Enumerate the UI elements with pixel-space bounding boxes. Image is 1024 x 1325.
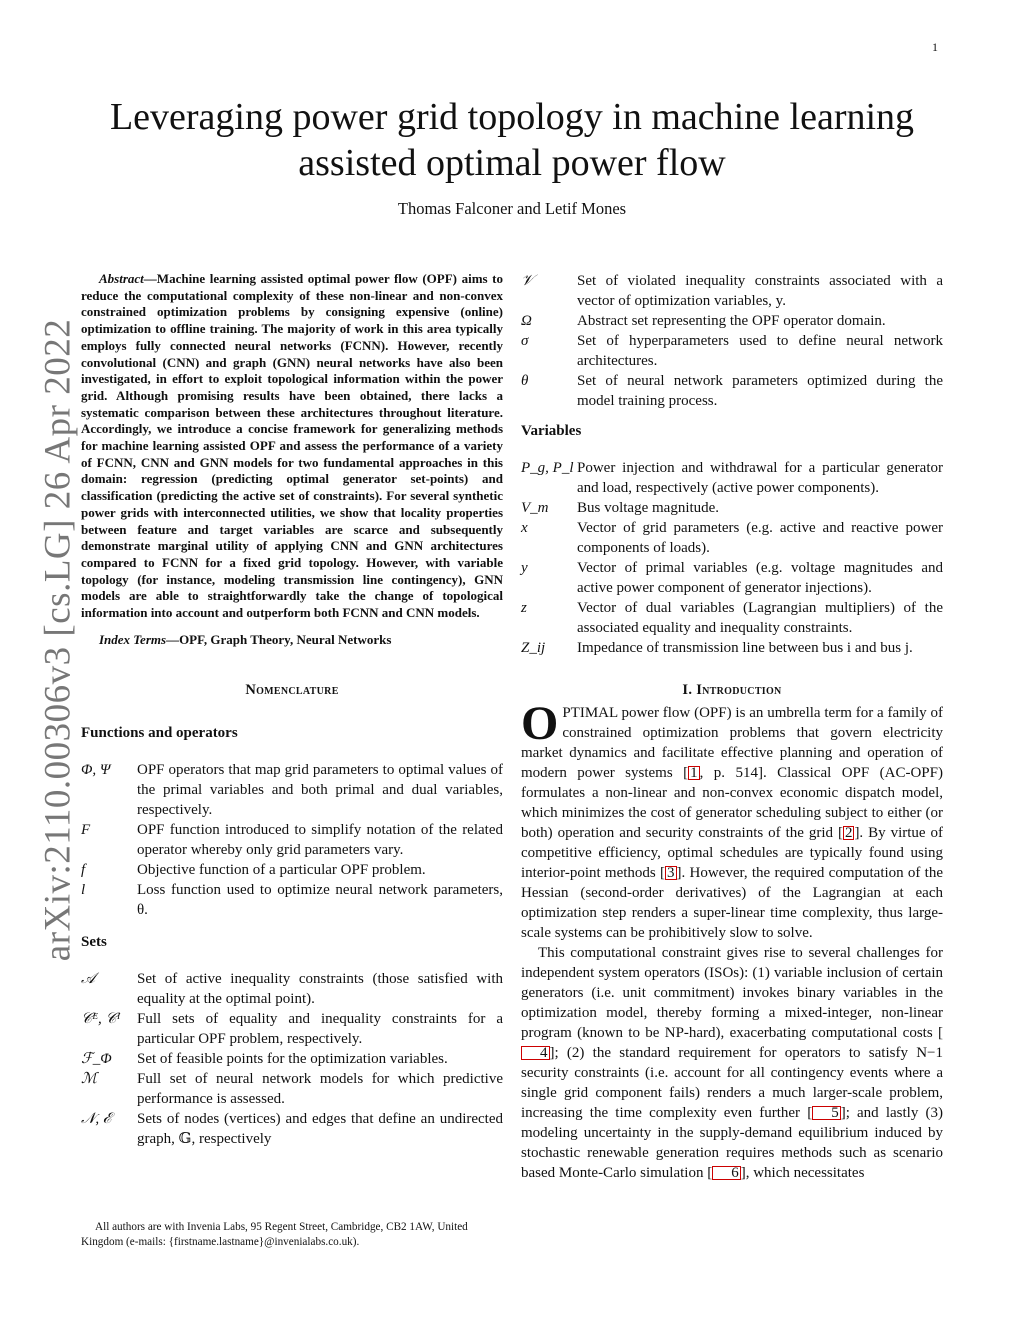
- definition-symbol: θ: [521, 373, 529, 389]
- page-number: 1: [932, 40, 938, 54]
- definition-text: Objective function of a particular OPF problem.: [137, 862, 426, 879]
- definition-item: [81, 969, 503, 1009]
- arxiv-identifier: arXiv:2110.00306v3 [cs.LG] 26 Apr 2022: [37, 318, 79, 962]
- paper-authors: Thomas Falconer and Letif Mones: [397, 199, 627, 218]
- definition-symbol: x: [521, 520, 528, 536]
- sets-heading: Sets: [81, 934, 107, 951]
- definition-symbol: F: [81, 822, 91, 839]
- drop-cap: O: [521, 697, 559, 750]
- paper-title: Leveraging power grid topology in machine learning assisted optimal power flow: [109, 96, 915, 184]
- citation-link[interactable]: 6: [712, 1166, 741, 1180]
- definition-symbol: 𝒞ᴱ, 𝒞ᴵ: [81, 1011, 121, 1028]
- citation-link[interactable]: 4: [521, 1046, 550, 1060]
- definition-item: [521, 311, 943, 331]
- definition-text: Set of feasible points for the optimization variables.: [137, 1051, 448, 1068]
- definition-text: Full set of neural network models for which predictive performance is assessed.: [137, 1071, 503, 1108]
- definition-item: [81, 760, 503, 820]
- paragraph-text: PTIMAL power flow (OPF) is an umbrella term for a family of constrained optimization problems that govern electricity market dynamics and facilitate effective planning and operation of modern power systems [: [521, 705, 943, 781]
- definition-item: [521, 518, 943, 558]
- definition-text: Loss function used to optimize neural network parameters, θ.: [137, 882, 503, 919]
- definition-symbol: 𝒱: [521, 273, 534, 289]
- definition-symbol: ℳ: [81, 1071, 98, 1088]
- definition-item: [81, 1109, 503, 1149]
- definition-symbol: Ω: [521, 313, 532, 329]
- functions-list: [81, 760, 503, 920]
- paragraph-text: ], which necessitates: [740, 1165, 865, 1181]
- definition-symbol: P_g, P_l: [521, 460, 574, 476]
- definition-item: [81, 860, 503, 880]
- definition-text: Power injection and withdrawal for a particular generator and load, respectively (active power components).: [577, 460, 943, 496]
- definition-item: [81, 820, 503, 860]
- paragraph-text: This computational constraint gives rise to several challenges for independent system operators (ISOs): (1) variable inclusion of certain generators (i.e. unit commitment) invokes binary variables in the optimization model, thereby forming a mixed-integer, non-linear program (known to be NP-hard), exacerbating computational costs [: [521, 945, 943, 1041]
- definition-item: [521, 371, 943, 411]
- definition-text: OPF function introduced to simplify notation of the related operator whereby only grid parameters vary.: [137, 822, 503, 859]
- paragraph-text: , p. 514]. Classical OPF (AC-OPF) formulates a non-linear and non-convex economic dispatch model, which minimizes the cost of generator scheduling subject to either (or both) operation and security constraints of the grid [: [521, 765, 943, 841]
- definition-text: Vector of primal variables (e.g. voltage magnitudes and active power component of generator injections).: [577, 560, 943, 596]
- definition-symbol: 𝒜: [81, 971, 96, 988]
- variables-heading: Variables: [521, 423, 582, 439]
- definition-symbol: f: [81, 862, 86, 879]
- definition-text: Vector of grid parameters (e.g. active and reactive power components of loads).: [577, 520, 943, 556]
- definition-text: Abstract set representing the OPF operator domain.: [577, 313, 886, 329]
- definition-text: Impedance of transmission line between bus i and bus j.: [577, 640, 913, 656]
- abstract-text: Machine learning assisted optimal power flow (OPF) aims to reduce the computational complexity of these non-linear and non-convex constrained optimization problems by consigning expensive (online) optimization to offline training. The majority of work in this area typically employs fully connected neural networks (FCNN). However, recently convolutional (CNN) and graph (GNN) neural networks have also been investigated, in effort to exploit topological information within the power grid. Although promising results have been obtained, there lacks a systematic comparison between these architectures throughout literature. Accordingly, we introduce a concise framework for generalizing methods for machine learning assisted OPF and assess the performance of a variety of FCNN, CNN and GNN models for two fundamental approaches in this domain: regression (predicting optimal generator set-points) and classification (predicting the active set of constraints). For several synthetic power grids with interconnected utilities, we show that locality properties between feature and target variables are scarce and subsequently demonstrate marginal utility of applying CNN and GNN architectures compared to FCNN for a fixed grid topology. However, with variable topology (for instance, modeling transmission line contingency), GNN models are able to straightforwardly take the change of topological information into account and outperform both FCNN and CNN models.: [81, 271, 503, 621]
- definition-item: [521, 271, 943, 311]
- citation-link[interactable]: 3: [667, 865, 675, 881]
- definition-symbol: y: [521, 560, 528, 576]
- citation-link[interactable]: 5: [812, 1106, 841, 1120]
- definition-item: [81, 1009, 503, 1049]
- variables-list: [521, 458, 943, 658]
- intro-paragraph-2: [521, 943, 943, 1183]
- definition-symbol: 𝒩, ℰ: [81, 1111, 112, 1128]
- nomenclature-heading: Nomenclature: [245, 682, 339, 699]
- introduction-heading: I. Introduction: [682, 682, 782, 698]
- functions-heading: Functions and operators: [81, 725, 238, 742]
- definition-item: [81, 1069, 503, 1109]
- definition-text: Set of violated inequality constraints associated with a vector of optimization variables, y.: [577, 273, 943, 309]
- definition-text: Full sets of equality and inequality constraints for a particular OPF problem, respectively.: [137, 1011, 503, 1048]
- definition-item: [81, 880, 503, 920]
- definition-text: OPF operators that map grid parameters to optimal values of the primal variables and both primal and dual variables, respectively.: [137, 762, 503, 819]
- right-column: [521, 271, 943, 1183]
- definition-text: Sets of nodes (vertices) and edges that define an undirected graph, 𝔾, respectively: [137, 1111, 503, 1148]
- definition-symbol: l: [81, 882, 86, 899]
- definition-item: [521, 458, 943, 498]
- definition-symbol: Φ, Ψ: [81, 762, 111, 779]
- index-terms-dash: —: [166, 631, 180, 647]
- paragraph-text: ]; (2) the standard requirement for operators to satisfy N−1 security constraints (i.e. account for all contingency events where a single grid component fails) renders a much larger-scale problem, increasing the time complexity even further [: [521, 1045, 943, 1121]
- index-terms-label: Index Terms: [99, 631, 167, 647]
- definition-text: Bus voltage magnitude.: [577, 500, 720, 516]
- definition-text: Vector of dual variables (Lagrangian multipliers) of the associated equality and inequality constraints.: [577, 600, 943, 636]
- sets-continued-list: [521, 271, 943, 411]
- author-footnote: All authors are with Invenia Labs, 95 Regent Street, Cambridge, CB2 1AW, United Kingdom (e-mails: {firstname.lastname}@invenialabs.co.uk).: [81, 1221, 468, 1248]
- index-terms: [81, 632, 503, 649]
- definition-item: [521, 331, 943, 371]
- intro-paragraph-1: [521, 697, 943, 943]
- citation-link[interactable]: 1: [690, 765, 698, 781]
- definition-symbol: z: [521, 600, 527, 616]
- citation-link[interactable]: 2: [844, 825, 853, 841]
- index-terms-text: OPF, Graph Theory, Neural Networks: [179, 631, 392, 647]
- definition-item: [521, 558, 943, 598]
- paragraph-text: ]. However, the required computation of the Hessian (second-order derivatives) of the Lagrangian at each optimization step renders a super-linear time complexity, thus large-scale systems can be prohibitively slow to solve.: [521, 865, 943, 941]
- abstract: [81, 271, 503, 622]
- definition-item: [521, 598, 943, 638]
- definition-item: [521, 638, 943, 658]
- definition-symbol: σ: [521, 333, 529, 349]
- sets-list: [81, 969, 503, 1149]
- paragraph-text: ]. By virtue of competitive efficiency, optimal schedules are typically found using interior-point methods [: [521, 825, 943, 881]
- definition-symbol: Z_ij: [521, 640, 546, 656]
- paragraph-text: ]; and lastly (3) modeling uncertainty in the supply-demand equilibrium induced by stochastic renewable generation requires methods such as scenario based Monte-Carlo simulation [: [521, 1105, 943, 1181]
- definition-symbol: V_m: [521, 500, 549, 516]
- definition-item: [81, 1049, 503, 1069]
- definition-symbol: ℱ_Φ: [81, 1051, 112, 1068]
- abstract-label: Abstract: [99, 271, 144, 286]
- definition-text: Set of hyperparameters used to define neural network architectures.: [577, 333, 943, 369]
- definition-text: Set of active inequality constraints (those satisfied with equality at the optimal point).: [137, 971, 503, 1008]
- abstract-dash: —: [143, 271, 157, 286]
- definition-text: Set of neural network parameters optimized during the model training process.: [577, 373, 943, 409]
- left-column: [81, 271, 503, 1149]
- definition-item: [521, 498, 943, 518]
